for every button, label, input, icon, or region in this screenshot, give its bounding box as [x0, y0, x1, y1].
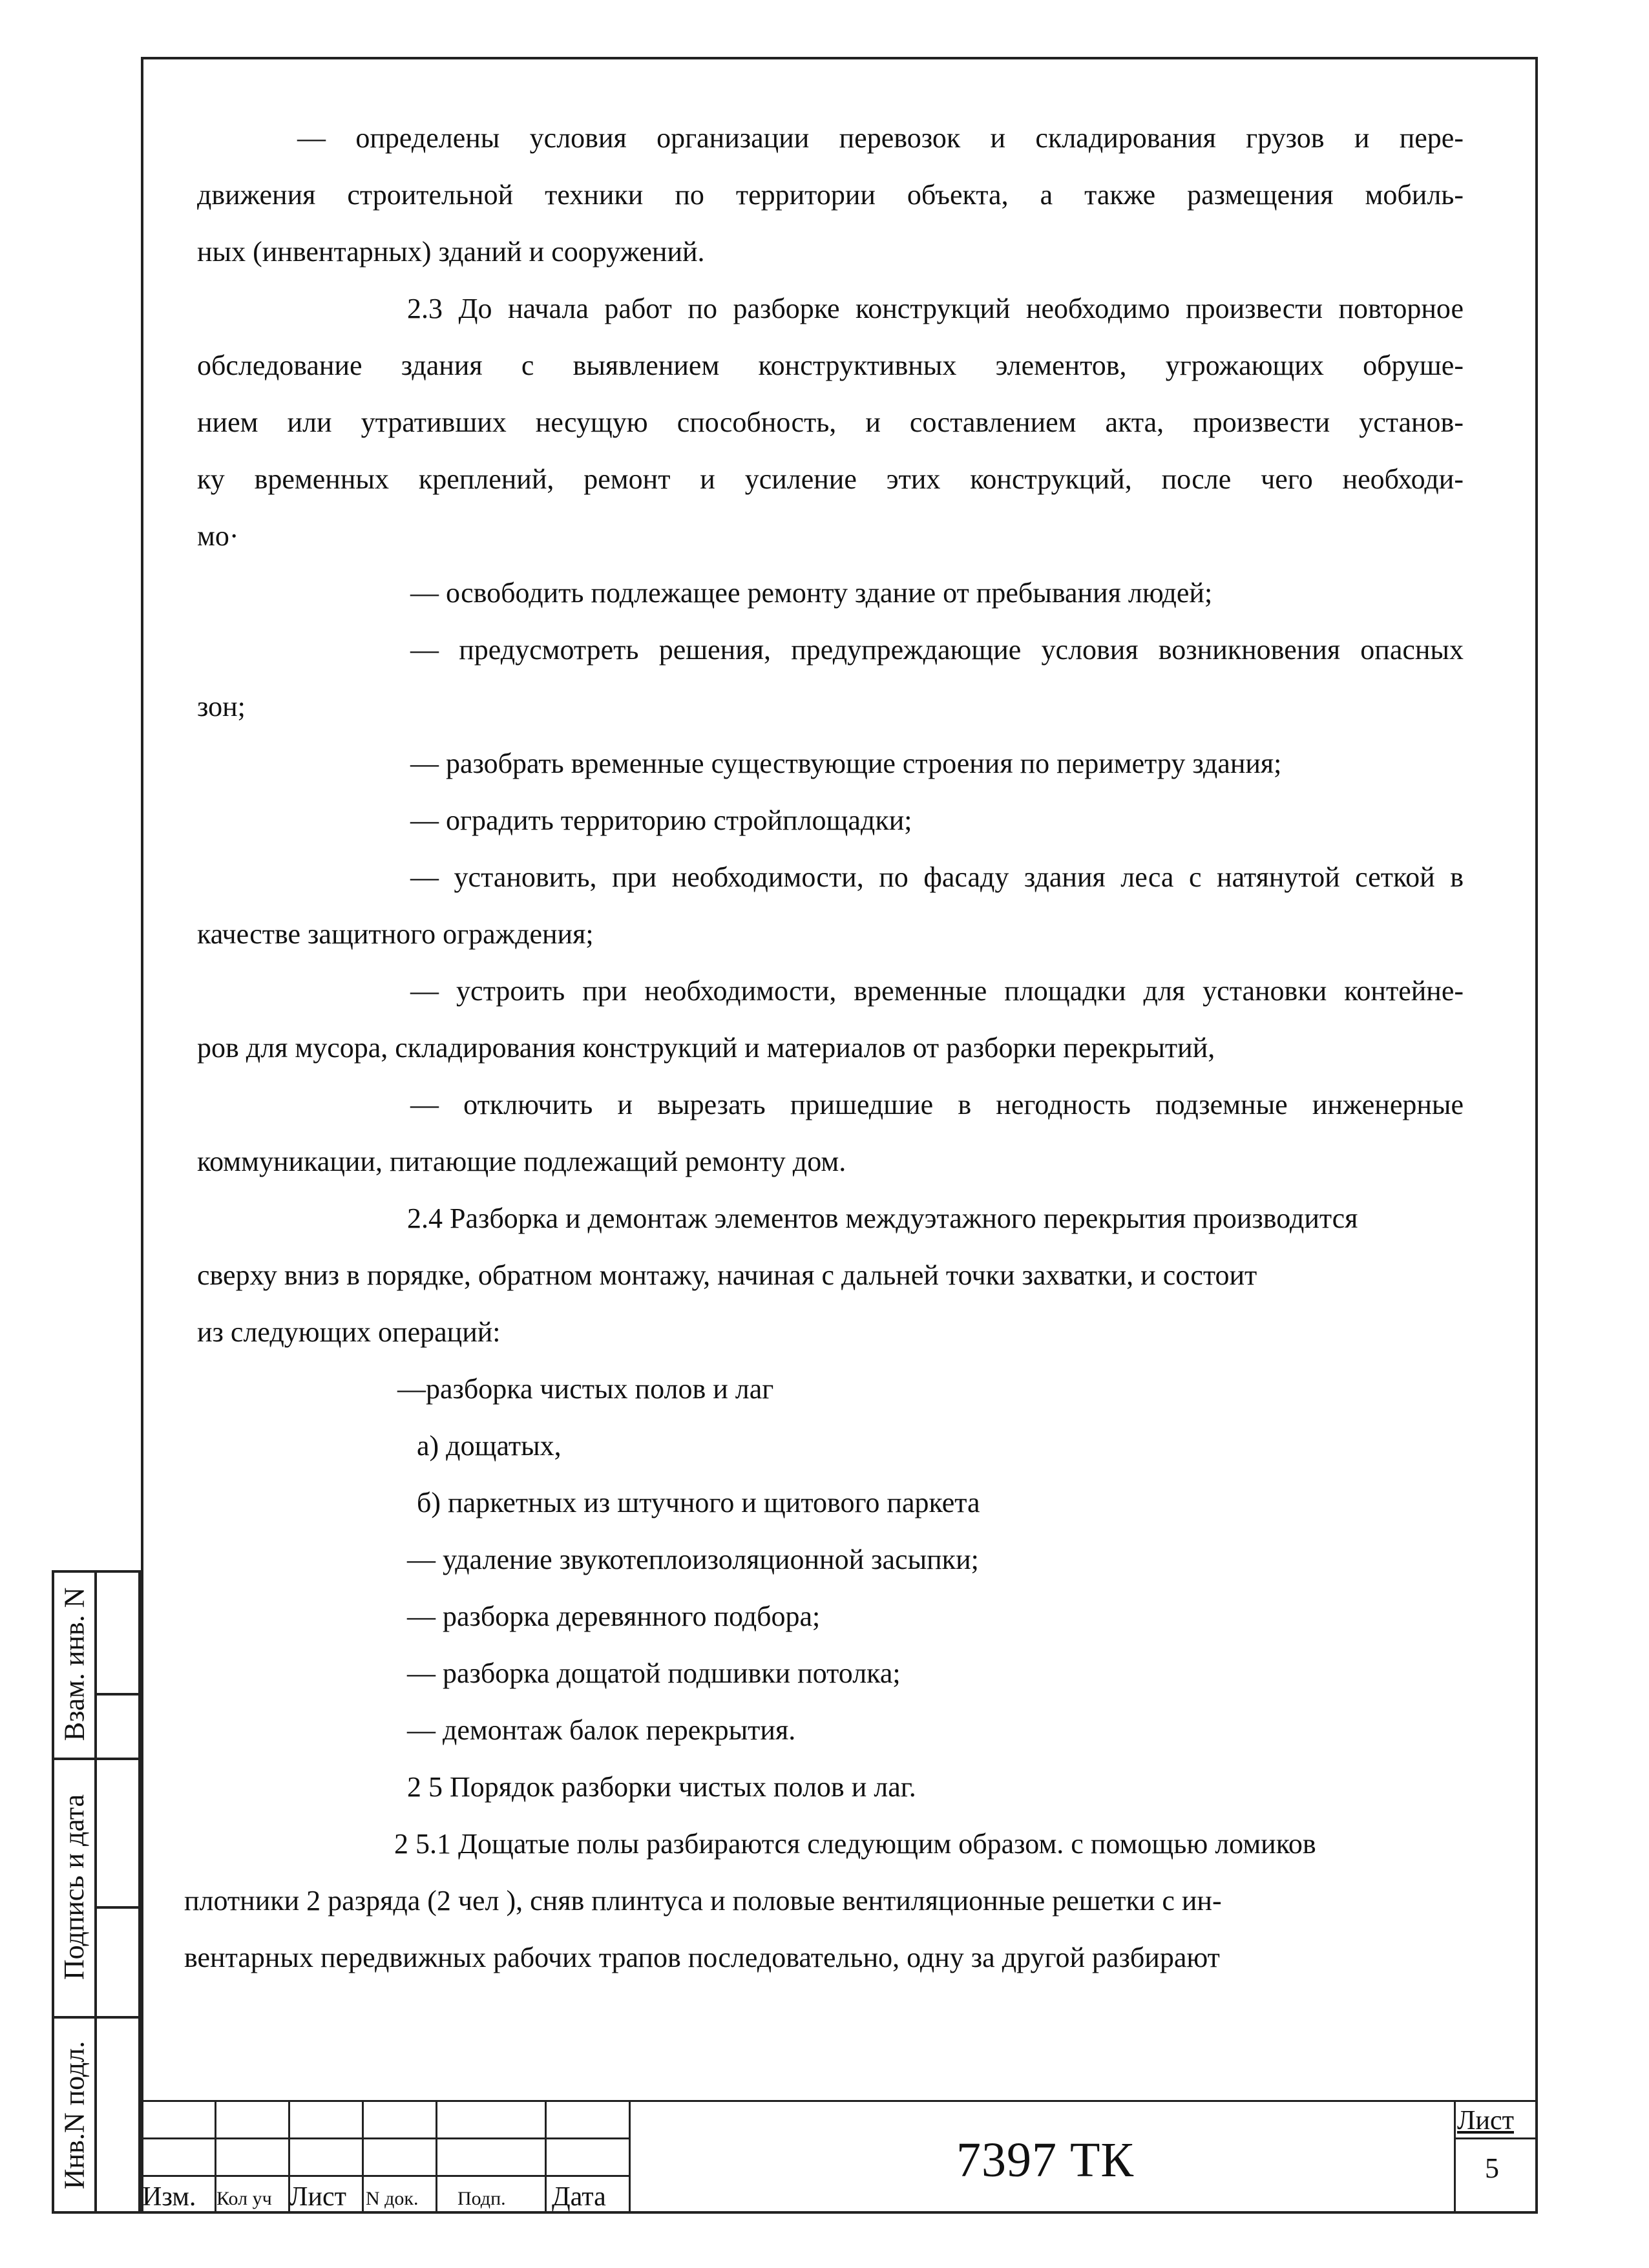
text-line: ных (инвентарных) зданий и сооружений.	[197, 236, 705, 268]
text-line: ку временных креплений, ремонт и усиление этих конструкций, после чего необходи-	[197, 463, 1464, 495]
text-line: 2.3 До начала работ по разборке конструкций необходимо произвести повторное	[407, 293, 1464, 324]
title-block	[141, 2100, 1538, 2214]
text-line: движения строительной техники по территории объекта, а также размещения мобиль-	[197, 179, 1464, 211]
inv-orig-label: Инв.N подл.	[58, 2041, 90, 2189]
text-line: — предусмотреть решения, предупреждающие условия возникновения опасных	[410, 634, 1464, 666]
text-line: плотники 2 разряда (2 чел ), сняв плинтуса и половые вентиляционные решетки с ин-	[184, 1885, 1222, 1916]
inv-instead-label: Взам. инв. N	[58, 1587, 90, 1741]
document-body	[184, 110, 1464, 1986]
text-line: обследование здания с выявлением конструктивных элементов, угрожающих обруше-	[197, 350, 1464, 381]
inv-orig-cell	[52, 2016, 97, 2214]
side-stamp-divider	[94, 1906, 141, 1909]
text-line: — устроить при необходимости, временные площадки для установки контейне-	[410, 975, 1464, 1007]
text-line: б) паркетных из штучного и щитового паркета	[417, 1487, 980, 1518]
title-block-col-line	[1454, 2100, 1456, 2214]
text-line: —разборка чистых полов и лаг	[397, 1373, 774, 1405]
data-label: Дата	[552, 2182, 606, 2212]
text-line: 2.4 Разборка и демонтаж элементов междуэтажного перекрытия производится	[407, 1202, 1358, 1234]
title-block-col-line	[436, 2100, 437, 2214]
sheet-number: 5	[1485, 2152, 1499, 2184]
text-line: а) дощатых,	[417, 1430, 562, 1462]
text-line: из следующих операций:	[197, 1316, 501, 1348]
document-code: 7397 ТК	[956, 2133, 1135, 2187]
text-line: — определены условия организации перевозок и складирования грузов и пере-	[297, 122, 1464, 154]
text-line: — оградить территорию стройплощадки;	[410, 804, 912, 836]
text-line: сверху вниз в порядке, обратном монтажу, начиная с дальней точки захватки, и состоит	[197, 1259, 1257, 1291]
n-dok-label: N док.	[366, 2188, 419, 2209]
side-stamp	[52, 1570, 141, 2214]
side-stamp-divider	[94, 2016, 141, 2019]
text-line: ров для мусора, складирования конструкций и материалов от разборки перекрытий,	[197, 1032, 1215, 1064]
text-line: вентарных передвижных рабочих трапов последовательно, одну за другой разбирают	[184, 1942, 1220, 1973]
text-line: 2 5 Порядок разборки чистых полов и лаг.	[407, 1771, 916, 1803]
text-line: — демонтаж балок перекрытия.	[407, 1714, 796, 1746]
text-line: — установить, при необходимости, по фасаду здания леса с натянутой сеткой в	[410, 861, 1464, 893]
side-stamp-value-column	[94, 1570, 141, 2214]
side-stamp-divider	[94, 1758, 141, 1760]
text-line: нием или утративших несущую способность, и составлением акта, произвести установ-	[197, 406, 1464, 438]
side-stamp-divider	[94, 1693, 141, 1696]
sheet-label: Лист	[1457, 2106, 1514, 2136]
text-line: качестве защитного ограждения;	[197, 918, 594, 950]
list-label: Лист	[289, 2182, 346, 2212]
text-line: — освободить подлежащее ремонту здание от пребывания людей;	[410, 577, 1213, 609]
title-block-col-line	[545, 2100, 547, 2214]
kol-uch-label: Кол уч	[216, 2188, 272, 2209]
title-block-col-line	[629, 2100, 631, 2214]
text-line: коммуникации, питающие подлежащий ремонту дом.	[197, 1146, 846, 1177]
text-line: мо·	[197, 520, 239, 552]
text-line: — разобрать временные существующие строения по периметру здания;	[410, 748, 1282, 779]
title-block-col-line	[362, 2100, 364, 2214]
text-line: — разборка дощатой подшивки потолка;	[407, 1657, 901, 1689]
inv-instead-cell	[52, 1570, 97, 1758]
title-block-border	[141, 2100, 1538, 2102]
sign-date-cell	[52, 1758, 97, 2016]
title-block-row-line	[1454, 2137, 1538, 2139]
sign-date-label: Подпись и дата	[58, 1794, 90, 1980]
text-line: — удаление звукотеплоизоляционной засыпки;	[407, 1544, 979, 1575]
text-line: 2 5.1 Дощатые полы разбираются следующим образом. с помощью ломиков	[394, 1828, 1316, 1860]
text-line: — разборка деревянного подбора;	[407, 1601, 821, 1632]
text-line: — отключить и вырезать пришедшие в негодность подземные инженерные	[410, 1089, 1464, 1120]
text-line: зон;	[197, 691, 246, 722]
podp-label: Подп.	[457, 2188, 506, 2209]
izm-label: Изм.	[142, 2182, 196, 2212]
